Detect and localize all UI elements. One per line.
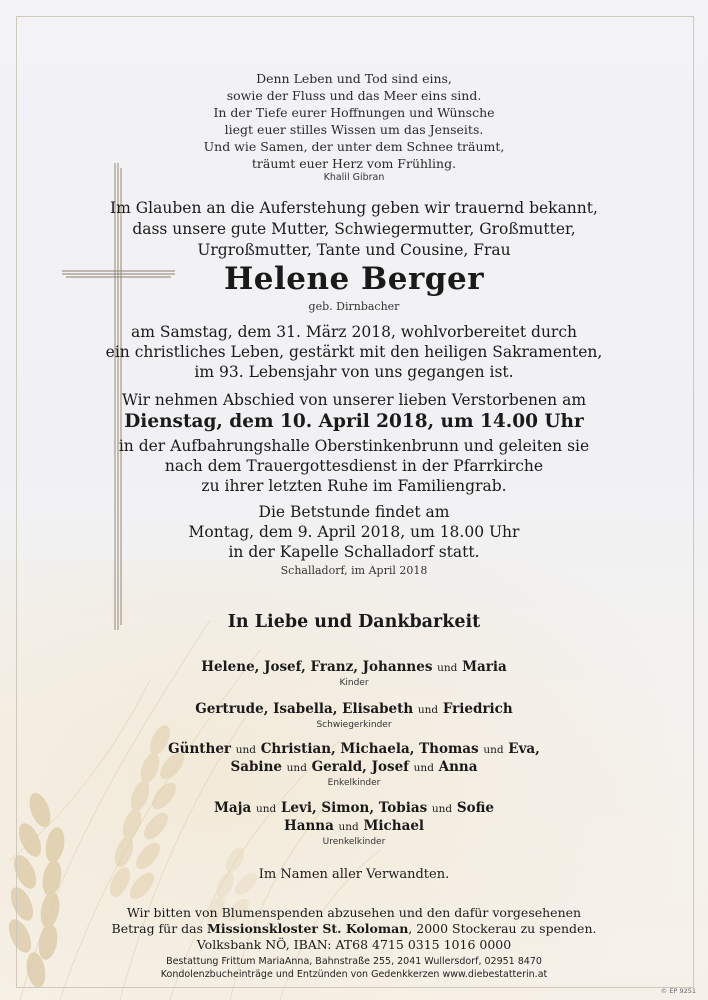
place-line: nach dem Trauergottesdienst in der Pfarrkirche xyxy=(164,457,544,475)
family-names: Maja xyxy=(213,800,252,816)
family-names: Sofie xyxy=(456,800,495,816)
und-text: und xyxy=(483,744,504,756)
und-text: und xyxy=(286,762,307,774)
donation-line: Wir bitten von Blumenspenden abzusehen und den dafür vorgesehenen xyxy=(126,905,582,920)
family-grandchildren xyxy=(0,741,708,789)
love-heading: In Liebe und Dankbarkeit xyxy=(227,612,481,632)
family-names: Sabine xyxy=(230,759,282,775)
donation-text: Betrag für das xyxy=(111,921,204,936)
family-names: Maria xyxy=(462,659,507,675)
funeral-home-footer xyxy=(0,955,708,981)
relatives-note: Im Namen aller Verwandten. xyxy=(258,867,450,882)
place-and-date: Schalladorf, im April 2018 xyxy=(280,564,428,577)
family-names: Helene, Josef, Franz, Johannes xyxy=(201,659,433,675)
family-names: Hanna xyxy=(283,818,334,834)
funeral-date: Dienstag, dem 10. April 2018, um 14.00 Uhr xyxy=(124,411,584,432)
family-in-laws xyxy=(0,701,708,731)
und-text: und xyxy=(235,744,256,756)
family-great-grandchildren xyxy=(0,800,708,848)
donation-recipient: Missionskloster St. Koloman xyxy=(207,921,409,936)
family-names: Gertrude, Isabella, Elisabeth xyxy=(195,701,414,717)
death-line: am Samstag, dem 31. März 2018, wohlvorbereitet durch xyxy=(130,323,578,341)
funeral-place xyxy=(0,436,708,496)
und-text: und xyxy=(431,803,453,815)
poem-line: sowie der Fluss und das Meer eins sind. xyxy=(226,88,482,103)
place-line: in der Aufbahrungshalle Oberstinkenbrunn und geleiten sie xyxy=(118,437,590,455)
intro-line: Urgroßmutter, Tante und Cousine, Frau xyxy=(197,241,511,259)
und-text: und xyxy=(417,704,439,716)
poem-author: Khalil Gibran xyxy=(323,172,385,183)
intro-line: Im Glauben an die Auferstehung geben wir trauernd bekannt, xyxy=(110,199,598,217)
prayer-line: Montag, dem 9. April 2018, um 18.00 Uhr xyxy=(188,523,520,541)
announcement-intro xyxy=(0,198,708,261)
family-names: Michael xyxy=(363,818,425,834)
prayer-hour xyxy=(0,502,708,562)
death-notice xyxy=(0,322,708,382)
poem-line: liegt euer stilles Wissen um das Jenseits. xyxy=(224,122,484,137)
print-code: © EP 9251 xyxy=(660,987,696,995)
poem-line: Denn Leben und Tod sind eins, xyxy=(256,71,452,86)
family-role: Enkelkinder xyxy=(327,778,381,788)
und-text: und xyxy=(338,821,359,833)
farewell-intro: Wir nehmen Abschied von unserer lieben Verstorbenen am xyxy=(121,391,587,409)
birth-name: geb. Dirnbacher xyxy=(308,300,400,313)
family-names: Friedrich xyxy=(442,701,513,717)
prayer-line: in der Kapelle Schalladorf statt. xyxy=(228,543,480,561)
intro-line: dass unsere gute Mutter, Schwiegermutter, Großmutter, xyxy=(132,220,576,238)
und-text: und xyxy=(437,662,458,674)
family-names: Christian, Michaela, Thomas xyxy=(260,741,479,757)
family-children xyxy=(0,659,708,689)
death-line: im 93. Lebensjahr von uns gegangen ist. xyxy=(194,363,514,381)
place-line: zu ihrer letzten Ruhe im Familiengrab. xyxy=(201,477,507,495)
deceased-name: Helene Berger xyxy=(223,261,485,297)
footer-line: Kondolenzbucheinträge und Entzünden von Gedenkkerzen www.diebestatterin.at xyxy=(160,969,548,980)
family-role: Schwiegerkinder xyxy=(316,720,392,730)
prayer-line: Die Betstunde findet am xyxy=(258,503,450,521)
family-names: Gerald, Josef xyxy=(311,759,409,775)
family-names: Günther xyxy=(168,741,232,757)
family-names: Anna xyxy=(438,759,478,775)
poem xyxy=(0,70,708,184)
und-text: und xyxy=(255,803,277,815)
poem-line: In der Tiefe eurer Hoffnungen und Wünsche xyxy=(213,105,495,120)
donation-request xyxy=(0,905,708,953)
footer-line: Bestattung Frittum MariaAnna, Bahnstraße 255, 2041 Wullersdorf, 02951 8470 xyxy=(166,956,542,967)
bank-details: Volksbank NÖ, IBAN: AT68 4715 0315 1016 0000 xyxy=(196,937,512,952)
poem-line: träumt euer Herz vom Frühling. xyxy=(251,156,457,171)
family-role: Kinder xyxy=(339,678,369,688)
family-role: Urenkelkinder xyxy=(322,837,386,847)
family-names: Levi, Simon, Tobias xyxy=(280,800,428,816)
family-names: Eva, xyxy=(508,741,540,757)
donation-text: , 2000 Stockerau zu spenden. xyxy=(408,921,597,936)
und-text: und xyxy=(413,762,434,774)
poem-line: Und wie Samen, der unter dem Schnee träumt, xyxy=(203,139,505,154)
death-line: ein christliches Leben, gestärkt mit den heiligen Sakramenten, xyxy=(105,343,603,361)
